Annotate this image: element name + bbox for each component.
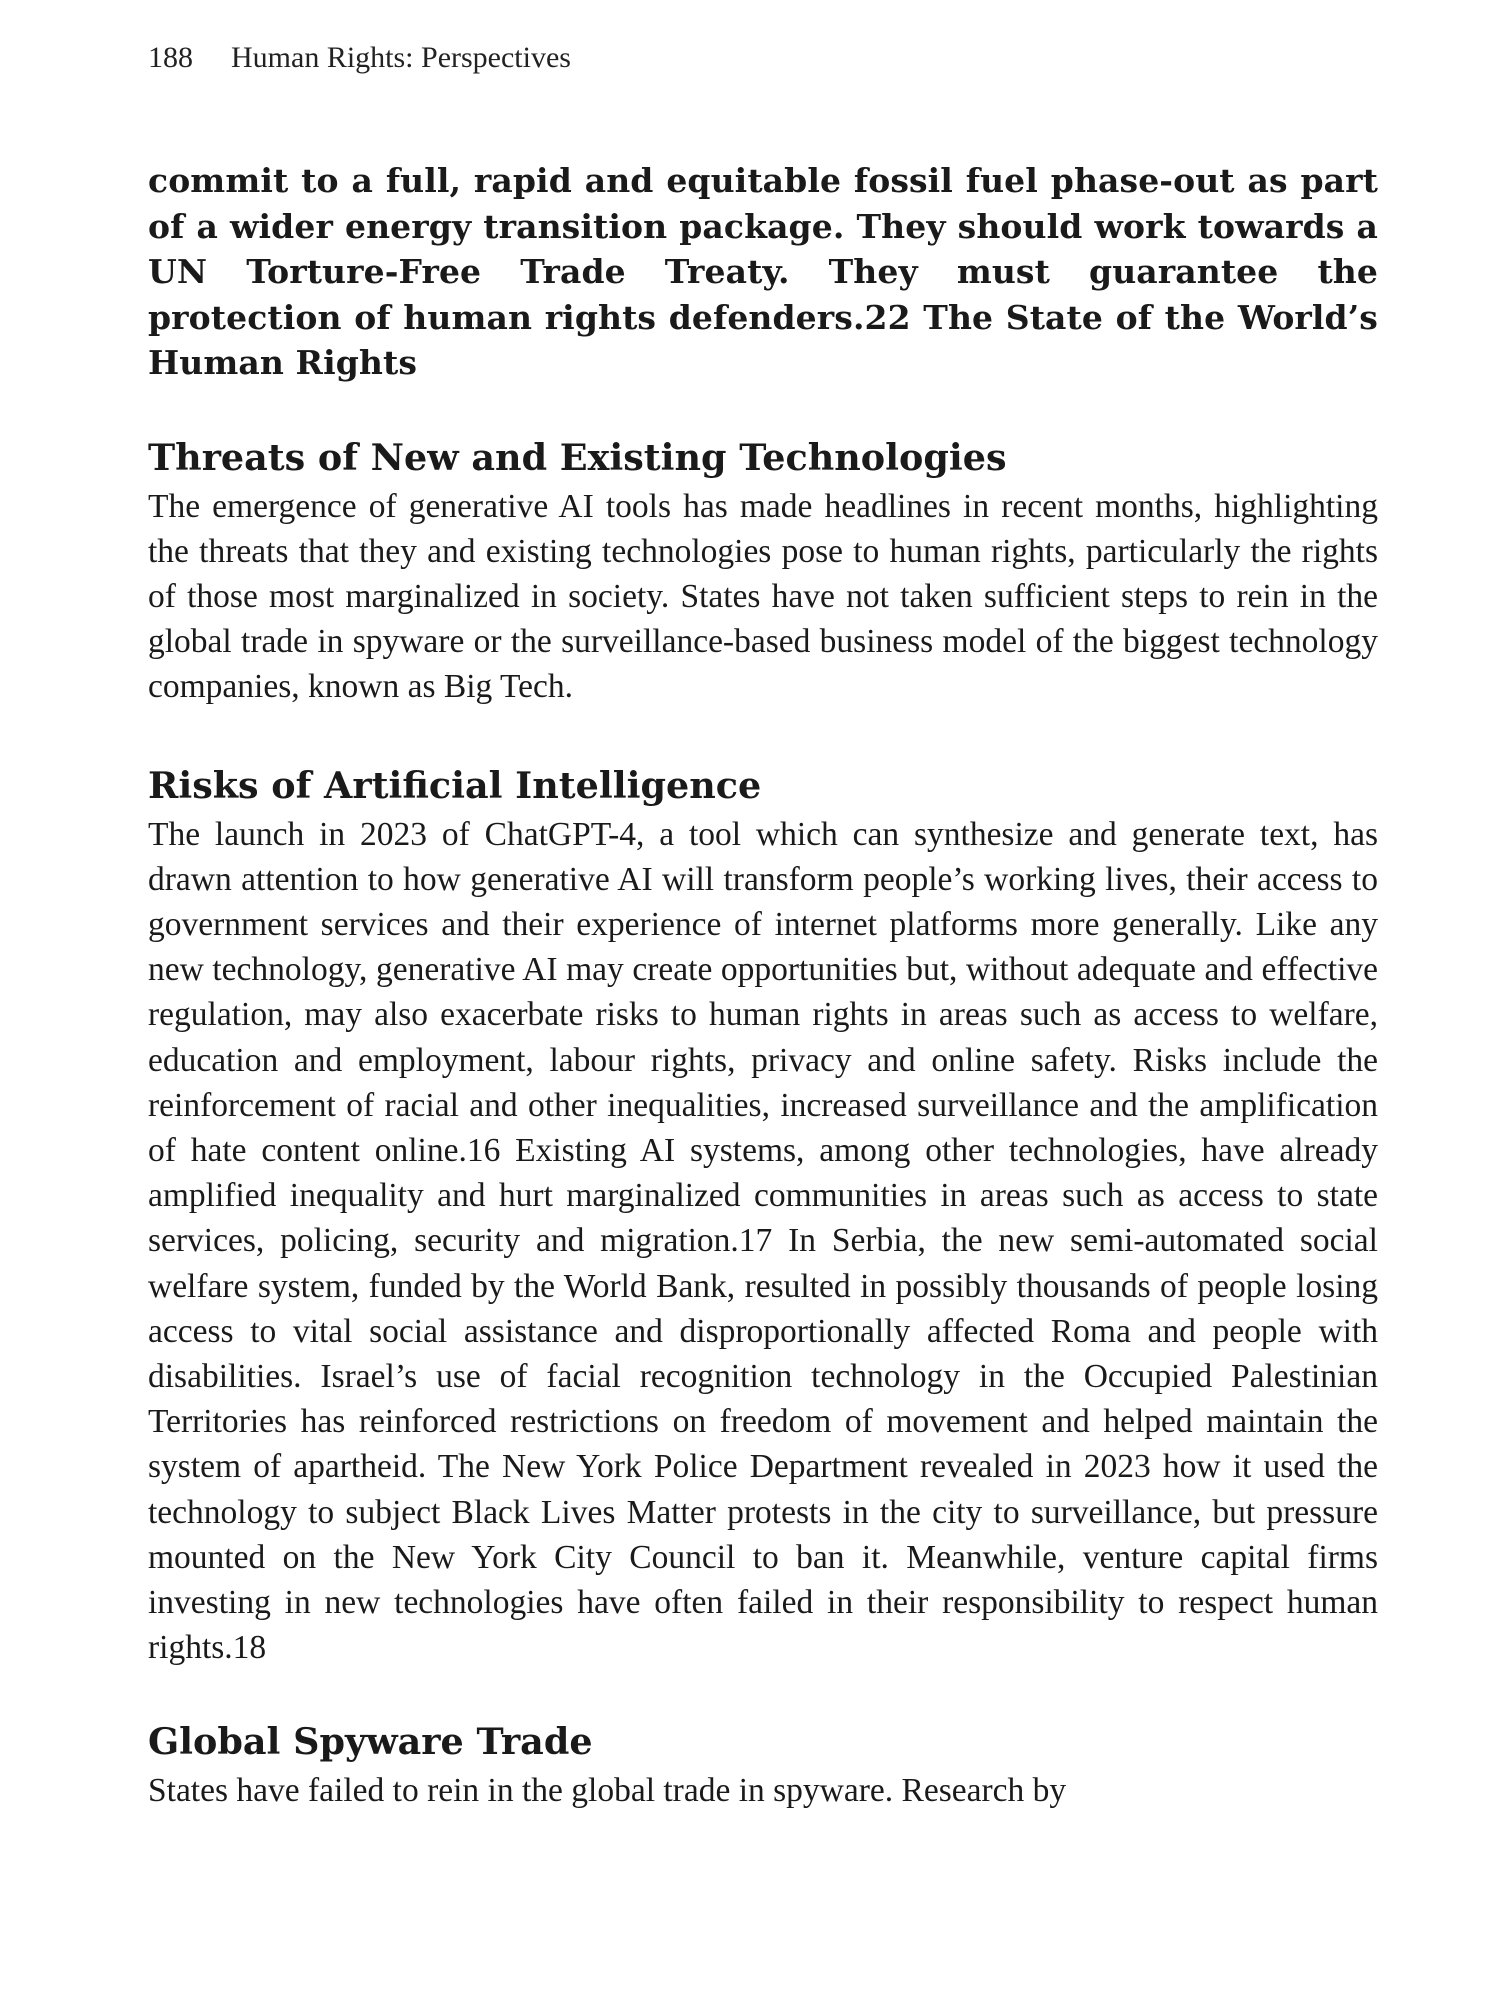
page-number: 188 [148,41,193,74]
section-spyware-trade [148,1720,1378,1813]
section-body: States have failed to rein in the global trade in spyware. Research by [148,1772,1067,1810]
section-threats-technologies [148,436,1378,710]
section-heading: Risks of Artificial Intelligence [148,763,762,807]
section-body: The launch in 2023 of ChatGPT-4, a tool which can synthesize and generate text, has drawn attention to how generative AI will transform people’s working lives, their access to government services and their experience of internet platforms more generally. Like any new technology, generative AI may create opportunities but, without adequate and effective regulation, may also exacerbate risks to human rights in areas such as access to welfare, education and employment, labour rights, privacy and online safety. Risks include the reinforcement of racial and other inequalities, increased surveillance and the amplification of hate content online.16 Existing AI systems, among other technologies, have already amplified inequality and hurt marginalized communities in areas such as access to state services, policing, security and migration.17 In Serbia, the new semi-automated social welfare system, funded by the World Bank, resulted in possibly thousands of people losing access to vital social assistance and disproportionally affected Roma and people with disabilities. Israel’s use of facial recognition technology in the Occupied Palestinian Territories has reinforced restrictions on freedom of movement and helped maintain the system of apartheid. The New York Police Department revealed in 2023 how it used the technology to subject Black Lives Matter protests in the city to surveillance, but pressure mounted on the New York City Council to ban it. Meanwhile, venture capital firms investing in new technologies have often failed in their responsibility to respect human rights.18 [148,815,1378,1667]
section-heading: Global Spyware Trade [148,1720,593,1764]
section-heading: Threats of New and Existing Technologies [148,435,1007,479]
section-body: The emergence of generative AI tools has made headlines in recent months, highlighting the threats that they and existing technologies pose to human rights, particularly the rights of those most marginalized in society. States have not taken sufficient steps to rein in the global trade in spyware or the surveillance-based business model of the biggest technology companies, known as Big Tech. [148,487,1378,706]
book-page [148,38,1378,1814]
running-title: Human Rights: Perspectives [231,41,571,74]
running-header [148,38,1378,96]
lead-paragraph: commit to a full, rapid and equitable fossil fuel phase-out as part of a wider energy transition package. They should work towards a UN Torture-Free Trade Treaty. They must guarantee the protection of human rights defenders.22 The State of the World’s Human Rights [148,161,1378,382]
section-risks-ai [148,764,1378,1671]
